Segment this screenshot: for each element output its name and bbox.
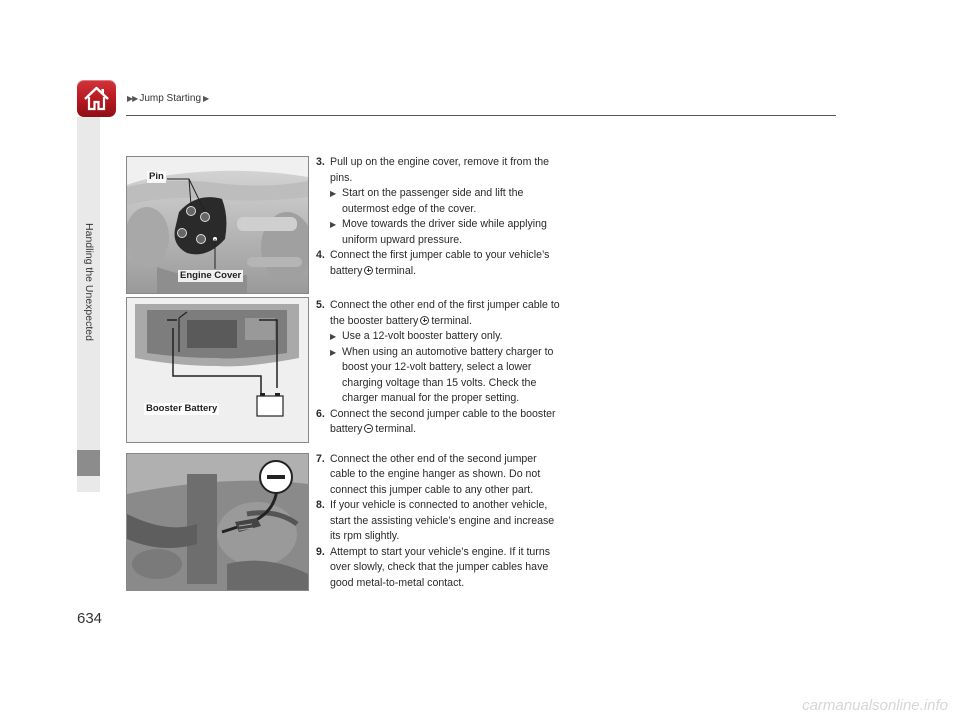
minus-terminal-icon <box>364 424 373 433</box>
step-5: 5. Connect the other end of the first jumper cable to the booster battery terminal. <box>316 299 560 327</box>
note-arrow-icon: ▶ <box>330 332 337 341</box>
plus-terminal-icon <box>420 316 429 325</box>
step-3-note-2: ▶ Move towards the driver side while applying uniform upward pressure. <box>316 217 564 248</box>
step-8: 8. If your vehicle is connected to another vehicle, start the assisting vehicle’s engine and increase its rpm slightly. <box>316 499 555 542</box>
step-3: 3. Pull up on the engine cover, remove it from the pins. <box>316 156 550 184</box>
note-arrow-icon: ▶ <box>330 220 337 229</box>
booster-battery-figure <box>126 297 309 443</box>
step-6: 6. Connect the second jumper cable to the booster battery terminal. <box>316 407 556 435</box>
breadcrumb-link-jump-starting[interactable]: Jump Starting <box>139 93 202 104</box>
page-number: 634 <box>77 610 103 627</box>
step-5-note-1: ▶ Use a 12-volt booster battery only. <box>316 329 564 345</box>
home-button[interactable] <box>77 80 116 117</box>
instructions <box>316 155 564 591</box>
pin-label: Pin <box>149 171 164 182</box>
step-5-note-2: ▶ When using an automotive battery charger to boost your 12-volt battery, select a lower charging voltage than 15 volts. Check the charger manual for the proper setting. <box>316 345 564 407</box>
header-divider <box>126 115 836 116</box>
breadcrumb <box>127 93 208 104</box>
arrow-icon: ▶ <box>203 94 209 103</box>
booster-battery-label: Booster Battery <box>146 403 218 414</box>
section-tab-marker <box>77 450 100 476</box>
step-3-note-1: ▶ Start on the passenger side and lift the outermost edge of the cover. <box>316 186 564 217</box>
note-arrow-icon: ▶ <box>330 189 337 198</box>
double-arrow-icon: ▶▶ <box>127 94 138 103</box>
engine-hanger-figure <box>126 453 309 591</box>
section-tab-label-wrap <box>77 117 100 447</box>
negative-terminal-icon <box>259 460 293 494</box>
plus-terminal-icon <box>364 266 373 275</box>
step-7: 7. Connect the other end of the second jumper cable to the engine hanger as shown. Do not connect this jumper cable to any other part. <box>316 452 541 496</box>
note-arrow-icon: ▶ <box>330 347 337 357</box>
step-9: 9. Attempt to start your vehicle’s engine. If it turns over slowly, check that the jumper cables have good metal-to-metal contact. <box>316 545 551 589</box>
step-4: 4. Connect the first jumper cable to your vehicle’s battery terminal. <box>316 249 550 277</box>
home-icon <box>82 84 111 113</box>
watermark: carmanualsonline.info <box>802 697 948 714</box>
section-tab-label[interactable]: Handling the Unexpected <box>82 223 95 341</box>
engine-cover-label: Engine Cover <box>180 270 242 281</box>
